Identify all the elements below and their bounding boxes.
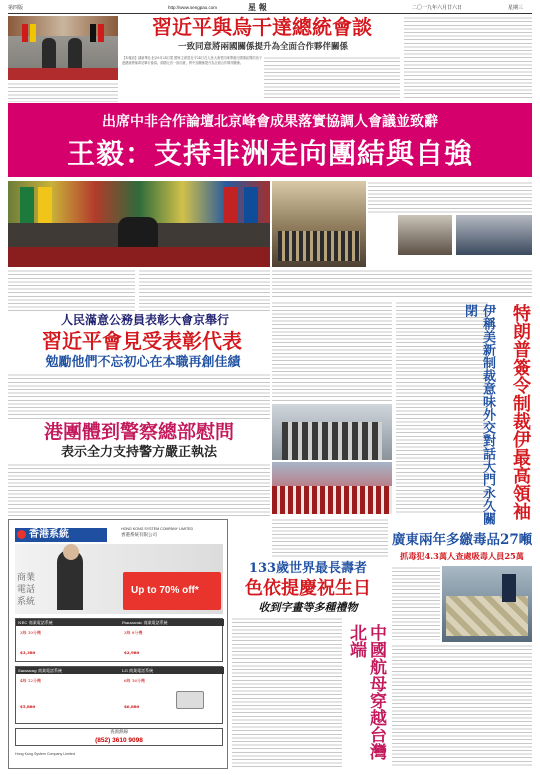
story1-photo bbox=[8, 16, 118, 80]
story1-body-left bbox=[8, 82, 118, 102]
paper-name: 星 報 bbox=[248, 2, 267, 12]
ad-footer: Hong Kong System Company Limited bbox=[15, 752, 75, 756]
ad-table-1 bbox=[15, 618, 223, 662]
story5-subhead: 收到字畫等多種禮物 bbox=[258, 601, 358, 614]
page-number: 第四版 bbox=[8, 5, 24, 11]
middle-body-3 bbox=[272, 518, 388, 558]
ad-table-2 bbox=[15, 666, 223, 724]
story2-headline[interactable]: 習近平會見受表彰代表 bbox=[42, 329, 242, 353]
conference-photo bbox=[8, 181, 270, 267]
story4-body-2 bbox=[392, 644, 532, 768]
middle-body-1 bbox=[272, 301, 392, 401]
masthead-url[interactable]: http://www.sengpao.com bbox=[168, 5, 218, 10]
story3-subhead: 表示全力支持警方嚴正執法 bbox=[60, 445, 217, 460]
ad-table1-header-1: NEC 商業電話系統 bbox=[16, 619, 120, 626]
wang-yi-body-5 bbox=[272, 269, 532, 299]
story5-headline[interactable]: 色依提慶祝生日 bbox=[245, 578, 371, 599]
ad-panel[interactable] bbox=[8, 519, 228, 769]
weekday: 星期三 bbox=[508, 5, 524, 11]
story2-body bbox=[8, 373, 270, 419]
event-photo-1 bbox=[398, 215, 452, 255]
story4-body bbox=[392, 566, 440, 640]
group-photo bbox=[272, 462, 392, 514]
ad-table2-price: $6,880 bbox=[124, 704, 140, 709]
issue-date: 二〇一九年六月廿六日 bbox=[412, 5, 463, 11]
drug-seizure-photo bbox=[442, 566, 532, 642]
ad-table1-cell: 3線 10分機 bbox=[20, 630, 41, 635]
ad-logo-icon bbox=[17, 530, 26, 539]
story1-body-col2 bbox=[404, 16, 532, 100]
story2-subhead: 勉勵他們不忘初心在本職再創佳績 bbox=[45, 355, 241, 370]
forum-hall-photo bbox=[272, 181, 366, 267]
ad-side-text: 商業電話系統 bbox=[17, 573, 36, 607]
wang-yi-body-1 bbox=[8, 269, 135, 311]
wang-yi-body-4 bbox=[368, 181, 532, 213]
phone-handset-icon bbox=[176, 691, 204, 709]
ad-contact-label: 查詢熱線 bbox=[110, 730, 128, 735]
ad-company-en: HONG KONG SYSTEM COMPANY LIMITED bbox=[121, 527, 194, 531]
ad-table1-header-2: Panasonic 商業電話系統 bbox=[120, 619, 224, 626]
story2-kicker: 人民滿意公務員表彰大會京舉行 bbox=[60, 313, 229, 327]
event-photo-2 bbox=[456, 215, 532, 255]
sidebar-subhead: 伊稱美新制裁意味外交對話大門永久關閉 bbox=[462, 304, 495, 525]
ad-table2-header-1: Samsung 商業電話系統 bbox=[16, 667, 120, 674]
police-hq-photo bbox=[272, 404, 392, 460]
story1-body-col1 bbox=[264, 56, 400, 100]
story6-headline[interactable]: 中國航母穿越台灣北端 bbox=[346, 624, 386, 760]
banner-kicker: 出席中非合作論壇北京峰會成果落實協調人會議並致辭 bbox=[102, 114, 438, 130]
ad-table2-cell: 4線 12分機 bbox=[20, 678, 41, 683]
masthead bbox=[8, 4, 532, 14]
ad-company-zh: 香港系統有限公司 bbox=[121, 533, 157, 538]
ad-table2-header-2: LG 商業電話系統 bbox=[120, 667, 224, 674]
story5-body bbox=[232, 617, 342, 768]
ad-table1-price: $3,380 bbox=[20, 650, 36, 655]
wang-yi-body-2 bbox=[139, 269, 270, 311]
story3-headline[interactable]: 港團體到警察總部慰問 bbox=[43, 421, 234, 443]
ad-phone: (852) 3610 9098 bbox=[95, 737, 143, 744]
ad-brand-bar bbox=[15, 528, 107, 542]
banner-headline: 王毅：支持非洲走向團結與自強 bbox=[66, 137, 473, 170]
story4-subhead: 抓毒犯4.3萬人查處吸毒人員25萬 bbox=[400, 551, 524, 561]
ad-table1-price: $2,980 bbox=[124, 650, 140, 655]
ad-promo-label: Up to 70% off* bbox=[131, 585, 199, 596]
ad-table1-cell: 3線 8分機 bbox=[124, 630, 143, 635]
ad-contact[interactable] bbox=[15, 728, 223, 746]
story1-headline[interactable]: 習近平與烏干達總統會談 bbox=[152, 15, 372, 39]
sidebar-headline[interactable]: 特朗普簽令制裁伊最高領袖 bbox=[510, 304, 531, 520]
wang-yi-banner[interactable] bbox=[8, 103, 532, 177]
story4-headline[interactable]: 廣東兩年多繳毒品27噸 bbox=[392, 532, 533, 548]
ad-promo[interactable] bbox=[123, 572, 221, 610]
story1-lead: 【本報訊】據新華社北京6月24日電 國家主席習近平24日在人民大會堂同來華進行國事訪問的烏干達總統穆塞韋尼舉行會談。兩國元首一致同意，將中烏關係提升為全面合作夥伴關係。 bbox=[122, 56, 262, 65]
story3-body bbox=[8, 463, 270, 517]
story5-kicker: 133歲世界最長壽者 bbox=[248, 561, 368, 576]
ad-table2-cell: 6線 16分機 bbox=[124, 678, 145, 683]
ad-table2-price: $5,880 bbox=[20, 704, 36, 709]
ad-brand: 香港系統 bbox=[29, 529, 69, 540]
story1-subhead: 一致同意將兩國關係提升為全面合作夥伴關係 bbox=[177, 42, 348, 52]
